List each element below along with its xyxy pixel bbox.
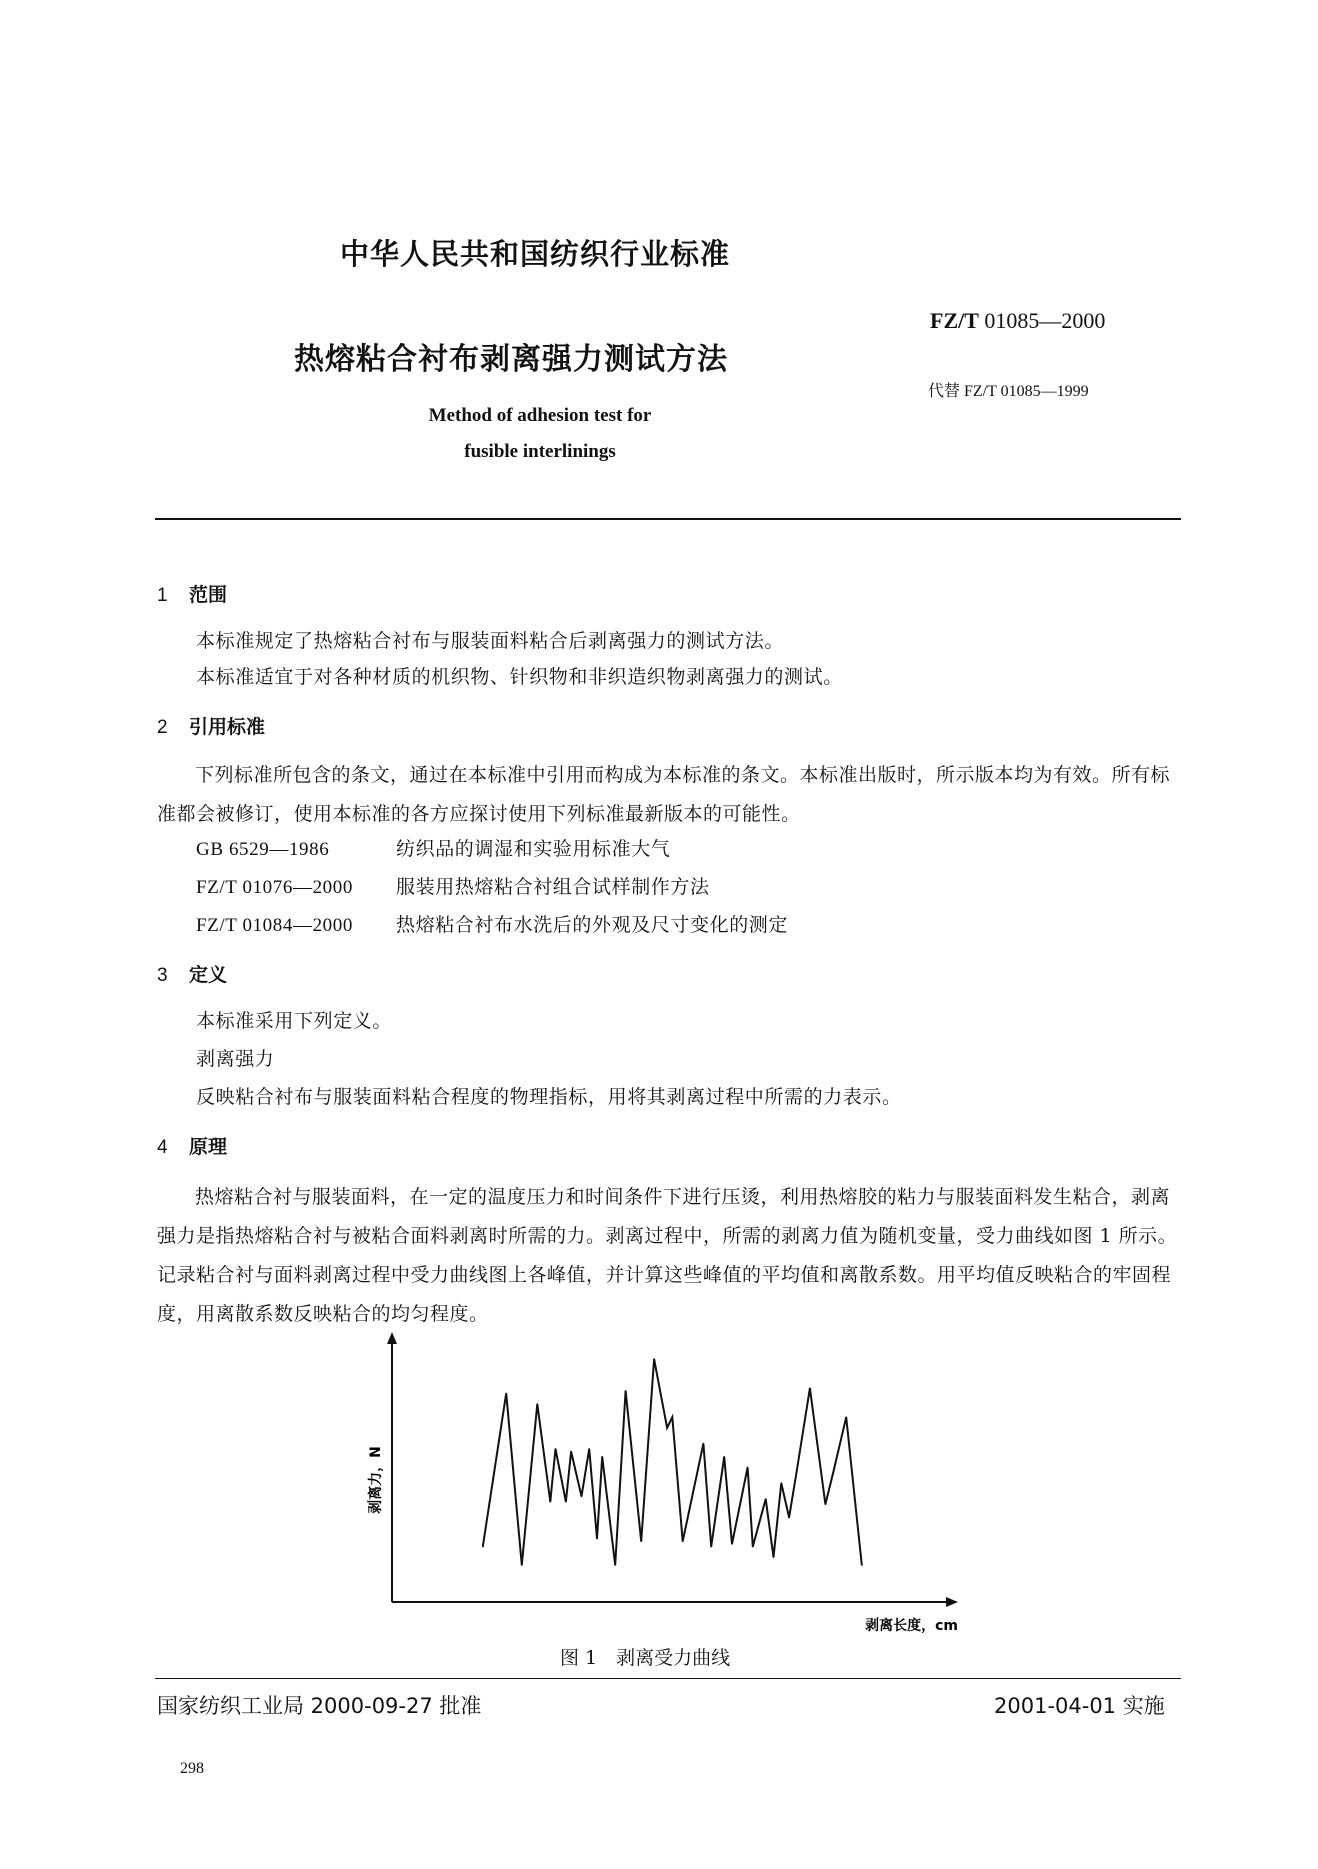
english-title-line-1: Method of adhesion test for xyxy=(428,405,652,426)
definition-term: 剥离强力 xyxy=(196,1048,275,1070)
curve-point xyxy=(482,1546,484,1548)
section-1-line-1: 本标准规定了热熔粘合衬布与服装面料粘合后剥离强力的测试方法。 xyxy=(196,630,785,652)
english-title xyxy=(360,398,720,470)
header-divider xyxy=(155,518,1181,520)
curve-point xyxy=(601,1456,603,1458)
effective-date: 2001-04-01 实施 xyxy=(994,1694,1165,1718)
curve-point xyxy=(653,1358,655,1360)
definition-text: 反映粘合衬布与服装面料粘合程度的物理指标，用将其剥离过程中所需的力表示。 xyxy=(196,1086,902,1108)
curve-point xyxy=(550,1501,552,1503)
peel-force-chart xyxy=(340,1330,980,1640)
reference-title: 服装用热熔粘合衬组合试样制作方法 xyxy=(396,876,710,898)
figure-caption: 图 1 剥离受力曲线 xyxy=(560,1647,731,1669)
curve-point xyxy=(747,1467,749,1469)
reference-code: FZ/T 01084—2000 xyxy=(196,915,353,936)
section-2-paragraph: 下列标准所包含的条文，通过在本标准中引用而构成为本标准的条文。本标准出版时，所示版本均为有效。所有标准都会被修订，使用本标准的各方应探讨使用下列标准最新版本的可能性。 xyxy=(157,764,1171,825)
peel-force-curve xyxy=(483,1359,862,1565)
section-3-line-1: 本标准采用下列定义。 xyxy=(196,1010,393,1032)
curve-point xyxy=(672,1416,674,1418)
section-4-number: 4 xyxy=(157,1137,168,1158)
reference-code: FZ/T 01076—2000 xyxy=(196,877,353,898)
curve-point xyxy=(640,1541,642,1543)
standard-number xyxy=(930,308,1105,334)
curve-point xyxy=(788,1517,790,1519)
curve-point xyxy=(845,1416,847,1418)
section-1-line-2: 本标准适宜于对各种材质的机织物、针织物和非织造织物剥离强力的测试。 xyxy=(196,666,843,688)
curve-point xyxy=(570,1451,572,1453)
curve-point xyxy=(581,1496,583,1498)
reference-item xyxy=(196,910,788,937)
approval-note: 国家纺织工业局 2000-09-27 批准 xyxy=(157,1694,482,1718)
curve-point xyxy=(710,1546,712,1548)
standard-number-value: 01085—2000 xyxy=(984,308,1106,333)
curve-point xyxy=(825,1504,827,1506)
section-4-heading xyxy=(157,1132,227,1159)
curve-point xyxy=(682,1541,684,1543)
curve-point xyxy=(537,1403,539,1405)
curve-point xyxy=(796,1469,798,1471)
curve-point xyxy=(505,1393,507,1395)
curve-point xyxy=(565,1501,567,1503)
reference-title: 纺织品的调湿和实验用标准大气 xyxy=(396,838,671,860)
curve-point xyxy=(781,1482,783,1484)
standard-body-title: 中华人民共和国纺织行业标准 xyxy=(340,237,731,271)
y-axis-label: 剥离力，N xyxy=(368,1446,384,1514)
section-3-heading xyxy=(157,960,227,987)
curve-point xyxy=(731,1543,733,1545)
section-3-title: 定义 xyxy=(189,964,228,986)
section-3-number: 3 xyxy=(157,965,168,986)
curve-point xyxy=(765,1498,767,1500)
reference-code: GB 6529—1986 xyxy=(196,839,330,860)
y-axis-arrow-icon xyxy=(387,1332,397,1344)
document-title: 热熔粘合衬布剥离强力测试方法 xyxy=(294,342,728,377)
curve-point xyxy=(596,1538,598,1540)
reference-item xyxy=(196,872,710,899)
english-title-line-2: fusible interlinings xyxy=(464,441,616,462)
curve-point xyxy=(809,1387,811,1389)
section-1-heading xyxy=(157,580,227,607)
curve-point xyxy=(703,1443,705,1445)
x-axis-arrow-icon xyxy=(946,1597,958,1607)
curve-point xyxy=(666,1427,668,1429)
curve-point xyxy=(625,1390,627,1392)
section-1-number: 1 xyxy=(157,585,168,606)
section-4-title: 原理 xyxy=(189,1136,228,1158)
curve-point xyxy=(555,1448,557,1450)
curve-point xyxy=(752,1546,754,1548)
reference-title: 热熔粘合衬布水洗后的外观及尺寸变化的测定 xyxy=(396,914,789,936)
curve-point xyxy=(723,1456,725,1458)
curve-point xyxy=(521,1564,523,1566)
footer-divider xyxy=(155,1678,1181,1679)
standard-prefix: FZ/T xyxy=(930,308,979,333)
curve-point xyxy=(614,1564,616,1566)
curve-point xyxy=(861,1564,863,1566)
section-2-title: 引用标准 xyxy=(189,716,266,738)
curve-point xyxy=(773,1556,775,1558)
section-2-number: 2 xyxy=(157,717,168,738)
page-number: 298 xyxy=(180,1760,204,1777)
reference-item xyxy=(196,834,670,861)
section-1-title: 范围 xyxy=(189,584,228,606)
section-4-paragraph: 热熔粘合衬与服装面料，在一定的温度压力和时间条件下进行压烫，利用热熔胶的粘力与服装面料发生粘合，剥离强力是指热熔粘合衬与被粘合面料剥离时所需的力。剥离过程中，所需的剥离力值为随机变量，受力曲线如图 1 所示。记录粘合衬与面料剥离过程中受力曲线图上各峰值，并计算这些峰值的平均值和离散系数。用平均值反映粘合的牢固程度，用离散系数反映粘合的均匀程度。 xyxy=(157,1186,1178,1325)
x-axis-label: 剥离长度，cm xyxy=(865,1618,958,1634)
replaces-note: 代替 FZ/T 01085—1999 xyxy=(928,383,1089,400)
section-2-heading xyxy=(157,712,265,739)
curve-point xyxy=(832,1472,834,1474)
curve-point xyxy=(588,1448,590,1450)
